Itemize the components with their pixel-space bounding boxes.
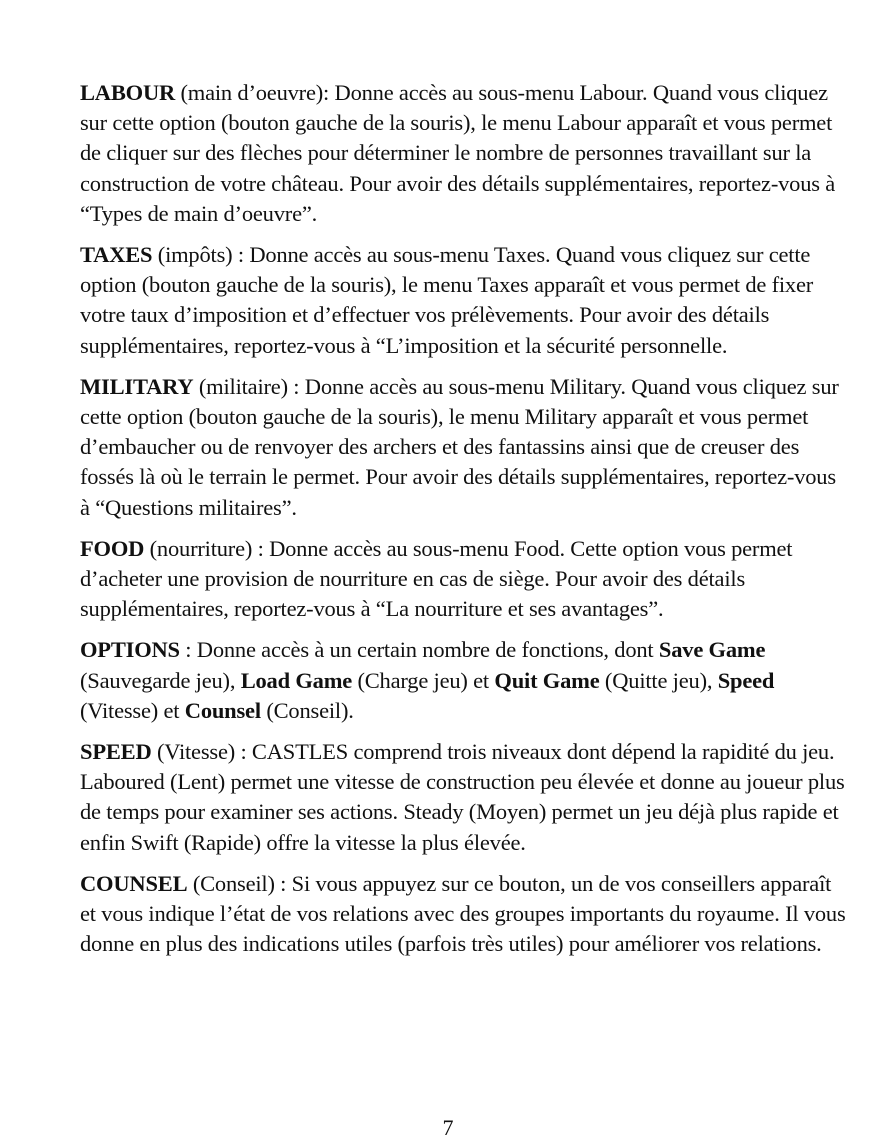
military-term: MILITARY	[80, 373, 194, 399]
speed-term: SPEED	[80, 739, 152, 765]
manual-page	[80, 78, 850, 970]
counsel-paragraph	[80, 869, 850, 960]
taxes-paragraph	[80, 240, 850, 361]
save-game-term: Save Game	[658, 637, 766, 663]
options-term: OPTIONS	[80, 637, 180, 663]
options-paragraph	[80, 635, 850, 726]
food-description: (nourriture) : Donne accès au sous-menu Food. Cette option vous permet d’acheter une provision de nourriture en cas de siège. Pour avoir des détails supplémentaires, reportez-vous à “La nourriture et ses avantages”.	[80, 535, 793, 622]
labour-term: LABOUR	[80, 80, 176, 105]
taxes-term: TAXES	[80, 242, 153, 268]
quit-game-term: Quit Game	[494, 667, 600, 693]
food-paragraph	[80, 534, 850, 625]
labour-paragraph	[80, 78, 850, 229]
speed-inline-term: Speed	[717, 667, 775, 693]
options-text-3: (Charge jeu) et	[352, 667, 495, 693]
options-text-6: (Conseil).	[260, 697, 354, 723]
speed-paragraph	[80, 737, 850, 858]
speed-description: (Vitesse) : CASTLES comprend trois niveaux dont dépend la rapidité du jeu. Laboured (Lent) permet une vitesse de construction peu élevée et donne au joueur plus de temps pour examiner ses actions. Steady (Moyen) permet un jeu déjà plus rapide et enfin Swift (Rapide) offre la vitesse la plus élevée.	[80, 739, 845, 855]
counsel-term: COUNSEL	[80, 870, 188, 896]
military-description: (militaire) : Donne accès au sous-menu Military. Quand vous cliquez sur cette option (bouton gauche de la souris), le menu Military apparaît et vous permet d’embaucher ou de renvoyer des archers et des fantassins ainsi que de creuser des fossés là où le terrain le permet. Pour avoir des détails supplémentaires, reportez-vous à “Questions militaires”.	[80, 373, 839, 520]
counsel-inline-term: Counsel	[184, 697, 261, 723]
military-paragraph	[80, 372, 850, 523]
load-game-term: Load Game	[240, 667, 353, 693]
options-text-2: (Sauvegarde jeu),	[80, 667, 241, 693]
options-text-4: (Quitte jeu),	[599, 667, 718, 693]
page-number: 7	[442, 1115, 454, 1140]
food-term: FOOD	[80, 535, 145, 561]
options-text-5: (Vitesse) et	[80, 697, 185, 723]
options-text-1: : Donne accès à un certain nombre de fonctions, dont	[179, 637, 659, 663]
taxes-description: (impôts) : Donne accès au sous-menu Taxes. Quand vous cliquez sur cette option (bouton gauche de la souris), le menu Taxes apparaît et vous permet de fixer votre taux d’imposition et d’effectuer vos prélèvements. Pour avoir des détails supplémentaires, reportez-vous à “L’imposition et la sécurité personnelle.	[80, 242, 814, 358]
counsel-description: (Conseil) : Si vous appuyez sur ce bouton, un de vos conseillers apparaît et vous indique l’état de vos relations avec des groupes importants du royaume. Il vous donne en plus des indications utiles (parfois très utiles) pour améliorer vos relations.	[80, 870, 846, 957]
labour-description: (main d’oeuvre): Donne accès au sous-menu Labour. Quand vous cliquez sur cette option (bouton gauche de la souris), le menu Labour apparaît et vous permet de cliquer sur des flèches pour déterminer le nombre de personnes travaillant sur la construction de votre château. Pour avoir des détails supplémentaires, reportez-vous à “Types de main d’oeuvre”.	[80, 80, 836, 226]
